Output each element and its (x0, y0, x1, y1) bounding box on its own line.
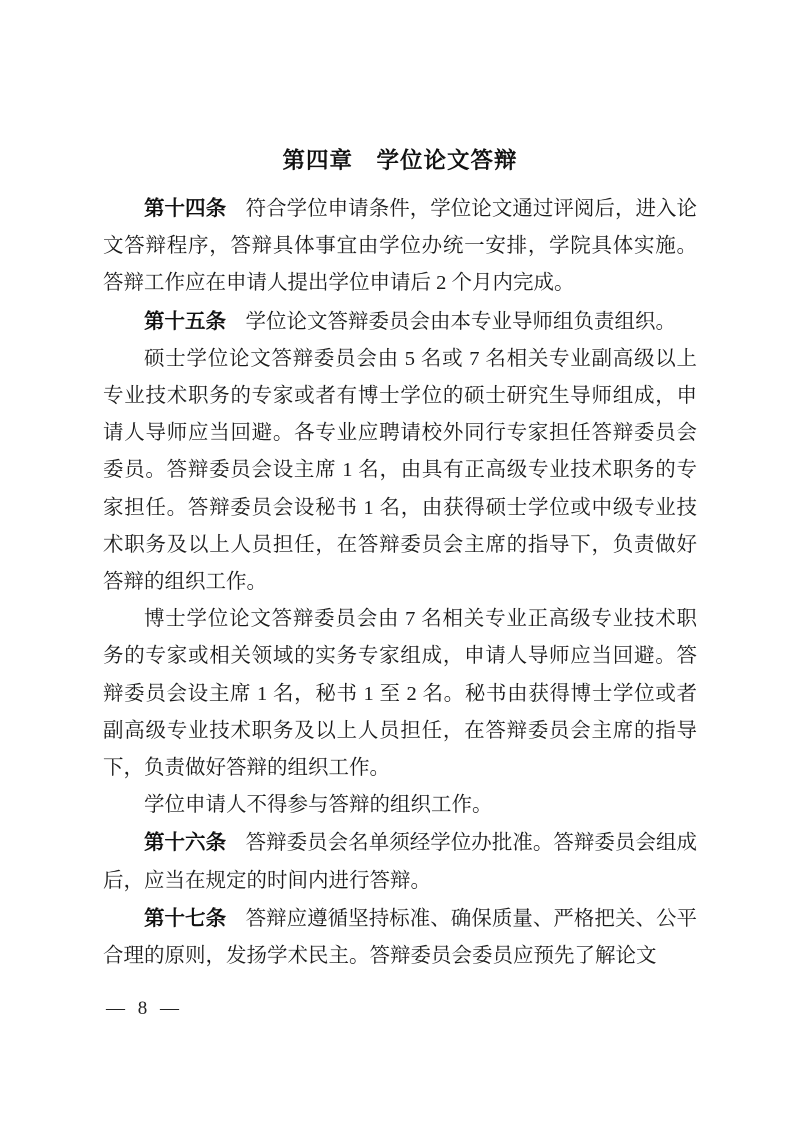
page-content (103, 146, 697, 975)
paragraph-text: 学位论文答辩委员会由本专业导师组负责组织。 (245, 310, 676, 333)
paragraph-article-15 (103, 303, 697, 341)
article-14-label: 第十四条 (144, 197, 227, 220)
paragraph-article-17 (103, 900, 697, 975)
paragraph-applicant-restriction (103, 787, 697, 824)
paragraph-master-committee (103, 341, 697, 601)
article-16-label: 第十六条 (144, 831, 227, 855)
article-15-label: 第十五条 (144, 309, 226, 333)
paragraph-text: 硕士学位论文答辩委员会由 5 名或 7 名相关专业副高级以上专业技术职务的专家或者有博士学位的硕士研究生导师组成，申请人导师应当回避。各专业应聘请校外同行专家担任答辩委员会委员。答辩委员会设主席 1 名，由具有正高级专业技术职务的专家担任。答辩委员会设秘书 1 名，由获得硕士学位或中级专业技术职务及以上人员担任，在答辩委员会主席的指导下，负责做好答辩的组织工作。 (103, 347, 697, 594)
paragraph-text: 答辩委员会名单须经学位办批准。答辩委员会组成后，应当在规定的时间内进行答辩。 (103, 832, 698, 892)
chapter-title: 第四章 学位论文答辩 (282, 148, 518, 173)
body-text (103, 190, 697, 975)
page-number: — 8 — (106, 998, 179, 1019)
paragraph-text: 学位申请人不得参与答辩的组织工作。 (144, 794, 493, 817)
paragraph-text: 答辩应遵循坚持标准、确保质量、严格把关、公平合理的原则，发扬学术民主。答辩委员会委员应预先了解论文 (103, 907, 698, 968)
article-17-label: 第十七条 (144, 906, 227, 930)
paragraph-text: 博士学位论文答辩委员会由 7 名相关专业正高级专业技术职务的专家或相关领域的实务专家组成，申请人导师应当回避。答辩委员会设主席 1 名，秘书 1 至 2 名。秘书由获得博士学位或者副高级专业技术职务及以上人员担任，在答辩委员会主席的指导下，负责做好答辩的组织工作。 (103, 608, 697, 780)
paragraph-doctor-committee (103, 601, 697, 787)
paragraph-article-16 (103, 824, 697, 899)
paragraph-article-14 (103, 190, 697, 303)
paragraph-text: 符合学位申请条件，学位论文通过评阅后，进入论文答辩程序，答辩具体事宜由学位办统一安排，学院具体实施。答辩工作应在申请人提出学位申请后 2 个月内完成。 (103, 198, 698, 295)
